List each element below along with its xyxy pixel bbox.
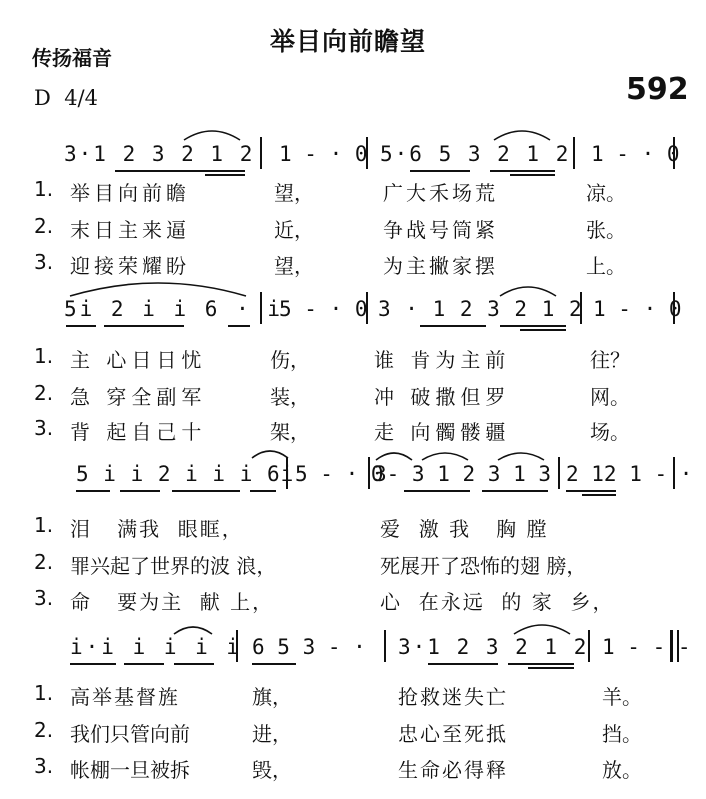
lyric-line: 望， — [274, 181, 314, 205]
lyric-line: 我们只管向前 — [70, 722, 190, 746]
slur-arc — [420, 450, 470, 462]
verse-number: 3. — [34, 250, 54, 274]
lyric-line: 争战号筒紧 — [383, 218, 498, 242]
barline — [558, 457, 560, 489]
measure-notes: 3·1 2 3 2 1 2 — [64, 142, 255, 166]
lyric-line: 广大禾场荒 — [383, 181, 498, 205]
beam-underline — [250, 490, 276, 492]
barline — [384, 630, 386, 662]
beam-underline — [520, 329, 566, 331]
lyric-line: 背 起自己十 — [70, 420, 207, 444]
hymn-title: 举目向前瞻望 — [270, 27, 427, 56]
slur-arc — [68, 280, 248, 298]
lyric-line: 抢救迷失亡 — [398, 685, 508, 709]
slur-arc — [498, 284, 558, 298]
lyric-line: 挡。 — [602, 722, 642, 746]
beam-underline — [172, 490, 240, 492]
verse-number: 2. — [34, 550, 54, 574]
beam-underline — [124, 663, 164, 665]
lyric-line: 往？ — [590, 348, 630, 372]
beam-underline — [252, 663, 296, 665]
lyric-line: 爱 激 我 胸 膛 — [380, 517, 549, 541]
beam-underline — [104, 325, 184, 327]
measure-notes: 2 12 1 - · — [566, 462, 693, 486]
measure-notes: 1 - · 0 — [593, 297, 682, 321]
lyric-line: 举目向前瞻 — [70, 181, 190, 205]
lyric-line: 上。 — [586, 254, 626, 278]
beam-underline — [66, 325, 96, 327]
lyric-line: 谁 肯为主前 — [374, 348, 511, 372]
lyric-line: 网。 — [590, 385, 630, 409]
verse-number: 1. — [34, 513, 54, 537]
measure-notes: i·i i i i i — [70, 635, 243, 659]
lyric-line: 高举基督旌 — [70, 685, 180, 709]
measure-notes: 1 - · 0 — [279, 142, 368, 166]
beam-underline — [510, 174, 555, 176]
lyric-line: 主 心日日忧 — [70, 348, 207, 372]
barline — [573, 137, 575, 169]
lyric-line: 近， — [274, 218, 314, 242]
beam-underline — [582, 494, 616, 496]
measure-notes: 3 · 1 2 3 2 1 2 — [378, 297, 583, 321]
measure-notes: 1 - · 0 — [591, 142, 680, 166]
lyric-line: 急 穿全副军 — [70, 385, 207, 409]
lyric-line: 架， — [270, 420, 310, 444]
measure-notes: 5 - · 0 — [279, 297, 368, 321]
beam-underline — [500, 325, 566, 327]
beam-underline — [404, 490, 470, 492]
lyric-line: 生命必得释 — [398, 758, 508, 782]
lyric-line: 进， — [252, 722, 292, 746]
lyric-line: 心 在永远 的 家 乡， — [380, 590, 615, 614]
slur-arc — [374, 450, 414, 462]
beam-underline — [174, 663, 214, 665]
measure-notes: 5 i i 2 i i i 6i — [76, 462, 295, 486]
beam-underline — [566, 490, 616, 492]
slur-arc — [512, 622, 572, 636]
measure-notes: 6 5 3 - · — [252, 635, 366, 659]
lyric-line: 帐棚一旦被拆 — [70, 758, 190, 782]
beam-underline — [185, 170, 245, 172]
barline — [260, 137, 262, 169]
lyric-line: 迎接荣耀盼 — [70, 254, 190, 278]
verse-number: 3. — [34, 586, 54, 610]
verse-number: 1. — [34, 344, 54, 368]
slur-arc — [250, 448, 290, 460]
measure-notes: 5·6 5 3 2 1 2 — [380, 142, 571, 166]
beam-underline — [528, 667, 574, 669]
measure-notes: 5 - · 0 — [295, 462, 384, 486]
verse-number: 3. — [34, 416, 54, 440]
beam-underline — [70, 663, 116, 665]
beam-underline — [410, 170, 470, 172]
hymn-number: 592 — [626, 72, 689, 107]
lyric-line: 冲 破撒但罗 — [374, 385, 511, 409]
lyric-line: 放。 — [602, 758, 642, 782]
lyric-line: 装， — [270, 385, 310, 409]
lyric-line: 末日主来逼 — [70, 218, 190, 242]
beam-underline — [482, 490, 548, 492]
lyric-line: 忠心至死抵 — [398, 722, 508, 746]
beam-underline — [420, 325, 486, 327]
lyric-line: 旗， — [252, 685, 292, 709]
measure-notes: 5i 2 i i 6 · i — [64, 297, 284, 321]
lyric-line: 张。 — [586, 218, 626, 242]
verse-number: 3. — [34, 754, 54, 778]
beam-underline — [205, 174, 245, 176]
lyric-line: 泪 满我 眼眶， — [70, 517, 244, 541]
slur-arc — [182, 128, 242, 142]
lyric-line: 毁， — [252, 758, 292, 782]
beam-underline — [428, 663, 498, 665]
beam-underline — [76, 490, 110, 492]
measure-notes: 3·1 2 3 2 1 2 — [398, 635, 589, 659]
lyric-line: 伤， — [270, 348, 310, 372]
slur-arc — [496, 450, 546, 462]
lyric-line: 死展开了恐怖的翅 膀， — [380, 554, 587, 578]
measure-notes: 1 - - - — [602, 635, 691, 659]
measure-notes: 3- 3 1 2 3 1 3 — [374, 462, 552, 486]
verse-number: 2. — [34, 214, 54, 238]
verse-number: 2. — [34, 381, 54, 405]
lyric-line: 凉。 — [586, 181, 626, 205]
lyric-line: 罪兴起了世界的波 浪， — [70, 554, 277, 578]
beam-underline — [228, 325, 250, 327]
lyric-line: 望， — [274, 254, 314, 278]
beam-underline — [115, 170, 185, 172]
beam-underline — [508, 663, 574, 665]
slur-arc — [492, 128, 552, 142]
lyric-line: 羊。 — [602, 685, 642, 709]
beam-underline — [490, 170, 555, 172]
slur-arc — [172, 624, 214, 636]
lyric-line: 为主撇家摆 — [383, 254, 498, 278]
beam-underline — [120, 490, 160, 492]
verse-number: 2. — [34, 718, 54, 742]
lyric-line: 命 要为主 献 上， — [70, 590, 275, 614]
collection-name: 传扬福音 — [32, 46, 112, 70]
verse-number: 1. — [34, 681, 54, 705]
lyric-line: 走 向髑髅疆 — [374, 420, 511, 444]
verse-number: 1. — [34, 177, 54, 201]
lyric-line: 场。 — [590, 420, 630, 444]
key-signature: D 4/4 — [34, 86, 98, 110]
